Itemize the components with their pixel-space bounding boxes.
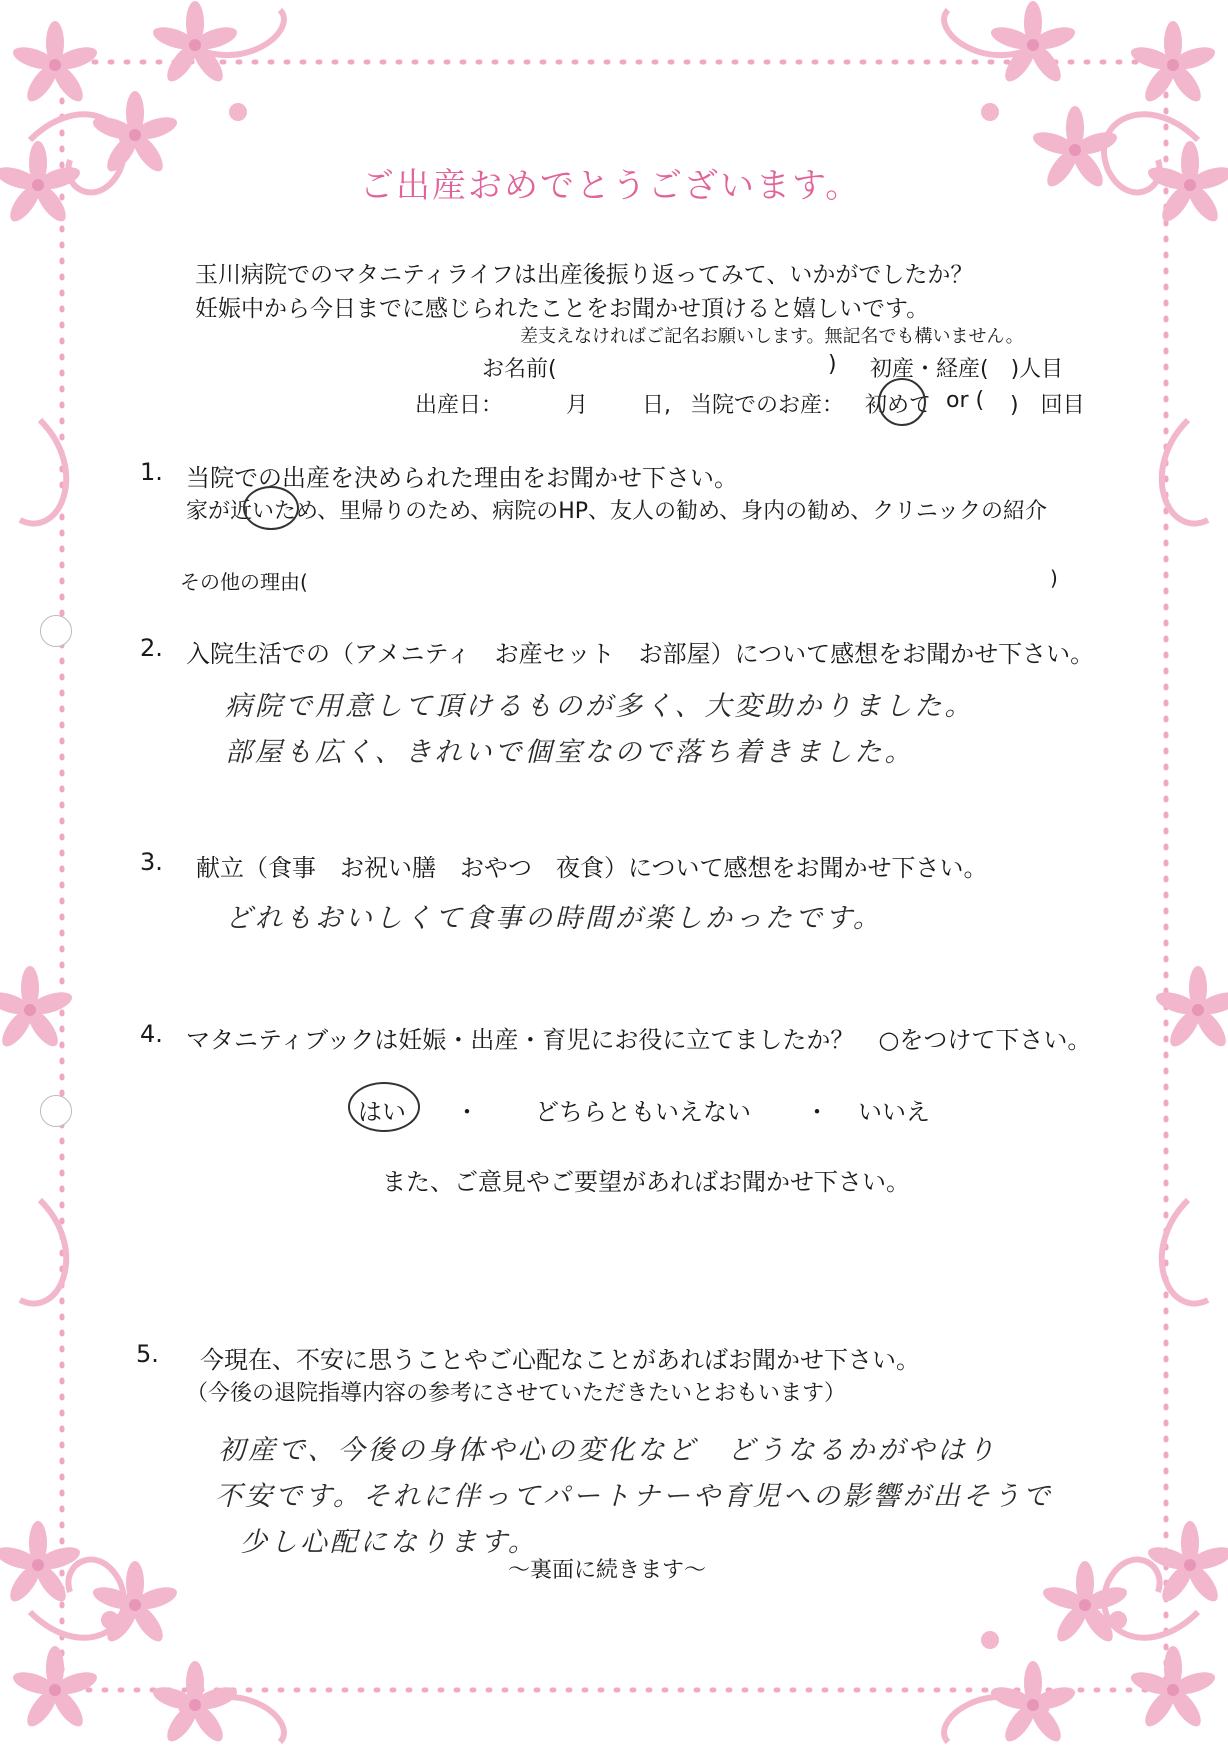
intro-line-1: 玉川病院でのマタニティライフは出産後振り返ってみて、いかがでしたか？ — [195, 262, 974, 288]
or-label: or ( — [946, 388, 985, 413]
handwritten-answer: 病院で用意して頂けるものが多く、大変助かりました。 — [225, 691, 975, 722]
name-label: お名前( — [482, 357, 557, 382]
first-birth-option: 初めて — [865, 393, 932, 418]
question-number: 3. — [140, 848, 163, 876]
choice-yes[interactable]: はい — [358, 1098, 406, 1126]
question-number: 4. — [140, 1020, 163, 1048]
question-3: 献立（食事 お祝い膳 おやつ 夜食）について感想をお聞かせ下さい。 — [196, 854, 988, 882]
punch-hole — [40, 615, 72, 647]
question-1: 当院での出産を決められた理由をお聞かせ下さい。 — [186, 464, 738, 492]
other-reason-label: その他の理由( — [180, 570, 308, 594]
question-number: 2. — [140, 634, 163, 662]
handwritten-answer: 初産で、今後の身体や心の変化など どうなるかがやはり — [218, 1435, 998, 1466]
birth-month: 月 — [566, 393, 589, 418]
question-5: 今現在、不安に思うことやご心配なことがあればお聞かせ下さい。 — [200, 1346, 920, 1374]
question-1-options: 家が近いため、里帰りのため、病院のHP、友人の勧め、身内の勧め、クリニックの紹介 — [186, 499, 1047, 524]
handwritten-answer: どれもおいしくて食事の時間が楽しかったです。 — [225, 903, 883, 934]
question-2: 入院生活での（アメニティ お産セット お部屋）について感想をお聞かせ下さい。 — [186, 640, 1095, 668]
name-close: ) — [828, 352, 837, 377]
choice-no[interactable]: いいえ — [858, 1098, 930, 1126]
times-label: ) 回目 — [1010, 393, 1085, 418]
question-4-followup: また、ご意見やご要望があればお聞かせ下さい。 — [382, 1168, 910, 1196]
intro-line-2: 妊娠中から今日までに感じられたことをお聞かせ頂けると嬉しいです。 — [195, 296, 930, 322]
handwritten-answer: 部屋も広く、きれいで個室なので落ち着きました。 — [225, 737, 915, 768]
question-5-sub: （今後の退院指導内容の参考にさせていただきたいとおもいます） — [186, 1381, 847, 1406]
handwritten-circle — [878, 378, 926, 426]
choice-separator: ・ — [805, 1098, 829, 1126]
handwritten-circle — [348, 1082, 420, 1132]
intro-note: 差支えなければご記名お願いします。無記名でも構いません。 — [520, 326, 1024, 347]
name-field[interactable] — [575, 352, 825, 380]
continued-note: ～裏面に続きます～ — [508, 1558, 707, 1583]
handwritten-circle — [243, 486, 299, 530]
birth-date-label: 出産日： — [415, 393, 504, 418]
handwritten-answer: 不安です。それに伴ってパートナーや育児への影響が出そうで — [215, 1481, 1053, 1512]
choice-neutral[interactable]: どちらともいえない — [535, 1098, 751, 1126]
other-reason-field[interactable] — [335, 566, 1035, 592]
question-4: マタニティブックは妊娠・出産・育児にお役に立てましたか？ ○をつけて下さい。 — [186, 1026, 1092, 1054]
other-reason-close: ) — [1050, 566, 1058, 590]
parity-field: 初産・経産( )人目 — [870, 357, 1064, 382]
question-number: 5. — [136, 1340, 159, 1368]
birth-here-label: 当院でのお産： — [690, 393, 845, 418]
page-title: ご出産おめでとうございます。 — [360, 166, 862, 206]
punch-hole — [40, 1095, 72, 1127]
choice-separator: ・ — [455, 1098, 479, 1126]
birth-day: 日, — [642, 393, 671, 418]
question-number: 1. — [140, 458, 163, 486]
handwritten-answer: 少し心配になります。 — [240, 1527, 538, 1558]
